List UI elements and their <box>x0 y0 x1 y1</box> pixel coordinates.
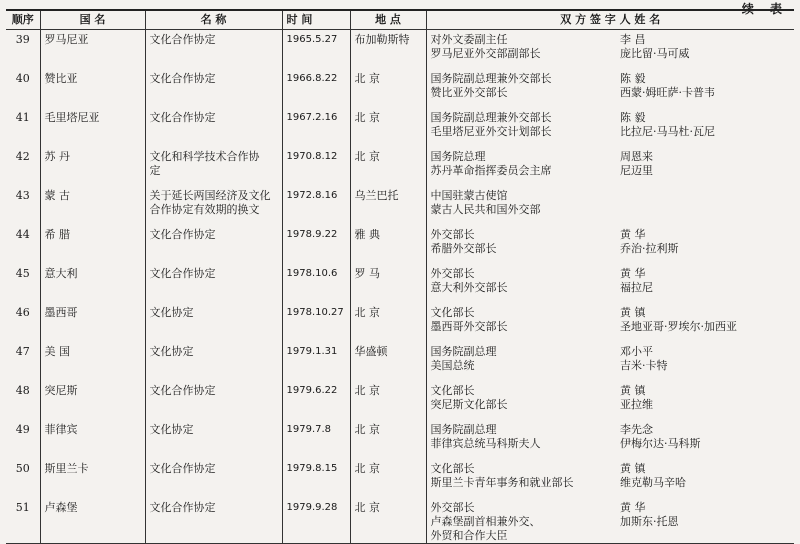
cell-signer-china-line: 国务院副总理 <box>430 345 497 358</box>
cell-signer-other-line: 伊梅尔达·马科斯 <box>620 437 701 450</box>
cell-country: 突尼斯 <box>40 381 145 420</box>
cell-signer-china-line: 外交部长 <box>430 501 475 514</box>
cell-signer-china-line: 美国总统 <box>430 359 475 372</box>
cell-signer-other <box>616 225 794 264</box>
cell-country: 赞比亚 <box>40 69 145 108</box>
header-time: 时 间 <box>282 10 350 30</box>
cell-signer-china-line: 希腊外交部长 <box>430 242 497 255</box>
cell-place: 北 京 <box>350 381 426 420</box>
agreements-table <box>6 9 794 544</box>
cell-signer-other-line: 黄 华 <box>620 267 646 280</box>
cell-signer-china-line: 国务院副总理 <box>430 423 497 436</box>
table-row <box>6 381 794 420</box>
header-name: 名 称 <box>145 10 282 30</box>
cell-seq: 43 <box>6 186 40 225</box>
cell-signer-other <box>616 264 794 303</box>
cell-agreement-name-line: 文化合作协定 <box>149 228 216 241</box>
cell-country: 苏 丹 <box>40 147 145 186</box>
cell-time: 1972.8.16 <box>282 186 350 225</box>
cell-signer-other <box>616 459 794 498</box>
cell-seq: 51 <box>6 498 40 544</box>
cell-signer-china-line: 外交部长 <box>430 267 475 280</box>
header-signers: 双 方 签 字 人 姓 名 <box>426 10 794 30</box>
cell-time: 1978.10.27 <box>282 303 350 342</box>
cell-place: 雅 典 <box>350 225 426 264</box>
cell-signer-other-line: 陈 毅 <box>620 111 646 124</box>
cell-country: 墨西哥 <box>40 303 145 342</box>
cell-time: 1979.6.22 <box>282 381 350 420</box>
cell-signer-other <box>616 420 794 459</box>
cell-agreement-name-line: 文化协定 <box>149 345 194 358</box>
cell-seq: 50 <box>6 459 40 498</box>
cell-signer-china <box>426 264 616 303</box>
cell-signer-other <box>616 381 794 420</box>
cell-seq: 41 <box>6 108 40 147</box>
cell-agreement-name-line: 文化协定 <box>149 306 194 319</box>
cell-agreement-name-line: 定 <box>149 164 161 177</box>
cell-signer-other-line: 黄 镇 <box>620 462 646 475</box>
cell-signer-china <box>426 225 616 264</box>
header-country: 国 名 <box>40 10 145 30</box>
cell-signer-china-line: 意大利外交部长 <box>430 281 508 294</box>
cell-place: 北 京 <box>350 69 426 108</box>
table-row <box>6 459 794 498</box>
cell-signer-other-line: 周恩来 <box>620 150 653 163</box>
cell-time: 1965.5.27 <box>282 30 350 70</box>
cell-signer-china-line: 赞比亚外交部长 <box>430 86 508 99</box>
cell-signer-china-line: 突尼斯文化部长 <box>430 398 508 411</box>
cell-agreement-name <box>145 303 282 342</box>
cell-agreement-name <box>145 186 282 225</box>
cell-signer-china-line: 文化部长 <box>430 384 475 397</box>
cell-signer-china-line: 外贸和合作大臣 <box>430 529 508 542</box>
cell-place: 北 京 <box>350 498 426 544</box>
cell-seq: 45 <box>6 264 40 303</box>
cell-country: 菲律宾 <box>40 420 145 459</box>
cell-signer-other <box>616 498 794 544</box>
cell-agreement-name-line: 文化合作协定 <box>149 33 216 46</box>
cell-signer-other-line: 西蒙·姆旺萨·卡普韦 <box>620 86 715 99</box>
cell-seq: 47 <box>6 342 40 381</box>
cell-place: 罗 马 <box>350 264 426 303</box>
cell-signer-other-line: 李 昌 <box>620 33 646 46</box>
cell-time: 1979.9.28 <box>282 498 350 544</box>
table-row <box>6 186 794 225</box>
cell-signer-other-line: 加斯东·托恩 <box>620 515 679 528</box>
cell-agreement-name-line: 文化合作协定 <box>149 111 216 124</box>
cell-signer-other <box>616 108 794 147</box>
cell-signer-other-line: 福拉尼 <box>620 281 653 294</box>
cell-place: 北 京 <box>350 420 426 459</box>
cell-signer-other <box>616 69 794 108</box>
cell-time: 1978.10.6 <box>282 264 350 303</box>
cell-signer-other <box>616 147 794 186</box>
cell-country: 美 国 <box>40 342 145 381</box>
cell-agreement-name-line: 文化合作协定 <box>149 384 216 397</box>
cell-seq: 42 <box>6 147 40 186</box>
cell-place: 北 京 <box>350 459 426 498</box>
cell-agreement-name-line: 文化和科学技术合作协 <box>149 150 260 163</box>
cell-agreement-name-line: 文化合作协定 <box>149 462 216 475</box>
cell-signer-china <box>426 342 616 381</box>
header-seq: 顺序 <box>6 10 40 30</box>
cell-country: 蒙 古 <box>40 186 145 225</box>
cell-signer-other-line: 吉米·卡特 <box>620 359 668 372</box>
cell-seq: 48 <box>6 381 40 420</box>
cell-signer-other-line: 亚拉维 <box>620 398 653 411</box>
cell-place: 布加勒斯特 <box>350 30 426 70</box>
cell-agreement-name <box>145 225 282 264</box>
cell-signer-china-line: 毛里塔尼亚外交计划部长 <box>430 125 552 138</box>
cell-seq: 39 <box>6 30 40 70</box>
cell-signer-china <box>426 69 616 108</box>
cell-signer-other-line: 维克勒马辛哈 <box>620 476 686 489</box>
cell-agreement-name <box>145 498 282 544</box>
cell-signer-china <box>426 147 616 186</box>
table-row <box>6 498 794 544</box>
cell-agreement-name <box>145 108 282 147</box>
cell-signer-china-line: 国务院总理 <box>430 150 486 163</box>
cell-signer-other-line: 圣地亚哥·罗埃尔·加西亚 <box>620 320 737 333</box>
table-row <box>6 420 794 459</box>
table-row <box>6 303 794 342</box>
cell-signer-china-line: 卢森堡副首相兼外交、 <box>430 515 541 528</box>
cell-agreement-name <box>145 69 282 108</box>
cell-signer-china <box>426 459 616 498</box>
cell-country: 毛里塔尼亚 <box>40 108 145 147</box>
cell-signer-china <box>426 186 616 225</box>
cell-place: 乌兰巴托 <box>350 186 426 225</box>
cell-signer-china-line: 苏丹革命指挥委员会主席 <box>430 164 552 177</box>
cell-agreement-name-line: 合作协定有效期的换文 <box>149 203 260 216</box>
cell-country: 意大利 <box>40 264 145 303</box>
cell-signer-china-line: 墨西哥外交部长 <box>430 320 508 333</box>
cell-agreement-name <box>145 147 282 186</box>
cell-place: 北 京 <box>350 147 426 186</box>
cell-time: 1979.1.31 <box>282 342 350 381</box>
cell-agreement-name <box>145 264 282 303</box>
cell-agreement-name <box>145 342 282 381</box>
cell-country: 罗马尼亚 <box>40 30 145 70</box>
cell-signer-china <box>426 108 616 147</box>
cell-signer-other <box>616 303 794 342</box>
cell-signer-other <box>616 342 794 381</box>
header-row <box>6 10 794 30</box>
cell-signer-china-line: 对外文委副主任 <box>430 33 508 46</box>
cell-seq: 40 <box>6 69 40 108</box>
cell-place: 北 京 <box>350 108 426 147</box>
cell-time: 1979.7.8 <box>282 420 350 459</box>
cell-signer-other-line: 黄 镇 <box>620 384 646 397</box>
cell-agreement-name <box>145 30 282 70</box>
table-row <box>6 225 794 264</box>
continued-label: 续 表 <box>741 2 788 16</box>
cell-signer-china-line: 文化部长 <box>430 462 475 475</box>
cell-place: 华盛顿 <box>350 342 426 381</box>
cell-signer-china-line: 国务院副总理兼外交部长 <box>430 72 552 85</box>
header-place: 地 点 <box>350 10 426 30</box>
cell-signer-china <box>426 420 616 459</box>
cell-signer-other-line: 比拉尼·马马杜·瓦尼 <box>620 125 715 138</box>
table-row <box>6 147 794 186</box>
cell-signer-china-line: 菲律宾总统马科斯夫人 <box>430 437 541 450</box>
cell-time: 1966.8.22 <box>282 69 350 108</box>
cell-agreement-name-line: 文化合作协定 <box>149 72 216 85</box>
cell-country: 希 腊 <box>40 225 145 264</box>
cell-signer-other-line: 黄 华 <box>620 228 646 241</box>
cell-signer-china <box>426 30 616 70</box>
cell-signer-china-line: 蒙古人民共和国外交部 <box>430 203 541 216</box>
table-body <box>6 30 794 544</box>
cell-place: 北 京 <box>350 303 426 342</box>
cell-agreement-name-line: 文化合作协定 <box>149 501 216 514</box>
cell-signer-other-line: 庞比留·马可威 <box>620 47 690 60</box>
cell-signer-other-line: 黄 华 <box>620 501 646 514</box>
cell-agreement-name <box>145 420 282 459</box>
cell-agreement-name <box>145 459 282 498</box>
cell-agreement-name <box>145 381 282 420</box>
table-row <box>6 30 794 70</box>
cell-signer-other-line: 邓小平 <box>620 345 653 358</box>
cell-signer-china <box>426 303 616 342</box>
cell-signer-other-line: 乔治·拉利斯 <box>620 242 679 255</box>
cell-signer-china <box>426 381 616 420</box>
cell-signer-china-line: 文化部长 <box>430 306 475 319</box>
cell-time: 1978.9.22 <box>282 225 350 264</box>
cell-signer-china-line: 斯里兰卡青年事务和就业部长 <box>430 476 574 489</box>
cell-agreement-name-line: 文化协定 <box>149 423 194 436</box>
cell-time: 1970.8.12 <box>282 147 350 186</box>
cell-seq: 49 <box>6 420 40 459</box>
cell-signer-other <box>616 186 794 225</box>
cell-seq: 46 <box>6 303 40 342</box>
cell-seq: 44 <box>6 225 40 264</box>
table-row <box>6 108 794 147</box>
cell-country: 斯里兰卡 <box>40 459 145 498</box>
cell-time: 1967.2.16 <box>282 108 350 147</box>
cell-signer-other <box>616 30 794 70</box>
table-row <box>6 264 794 303</box>
cell-signer-other-line: 尼迈里 <box>620 164 653 177</box>
cell-signer-china-line: 中国驻蒙古使馆 <box>430 189 508 202</box>
cell-time: 1979.8.15 <box>282 459 350 498</box>
cell-signer-other-line: 黄 镇 <box>620 306 646 319</box>
cell-signer-china-line: 罗马尼亚外交部副部长 <box>430 47 541 60</box>
cell-country: 卢森堡 <box>40 498 145 544</box>
cell-signer-china-line: 国务院副总理兼外交部长 <box>430 111 552 124</box>
table-row <box>6 342 794 381</box>
cell-agreement-name-line: 文化合作协定 <box>149 267 216 280</box>
cell-signer-china-line: 外交部长 <box>430 228 475 241</box>
table-row <box>6 69 794 108</box>
cell-signer-china <box>426 498 616 544</box>
cell-agreement-name-line: 关于延长两国经济及文化 <box>149 189 271 202</box>
cell-signer-other-line: 陈 毅 <box>620 72 646 85</box>
cell-signer-other-line: 李先念 <box>620 423 653 436</box>
